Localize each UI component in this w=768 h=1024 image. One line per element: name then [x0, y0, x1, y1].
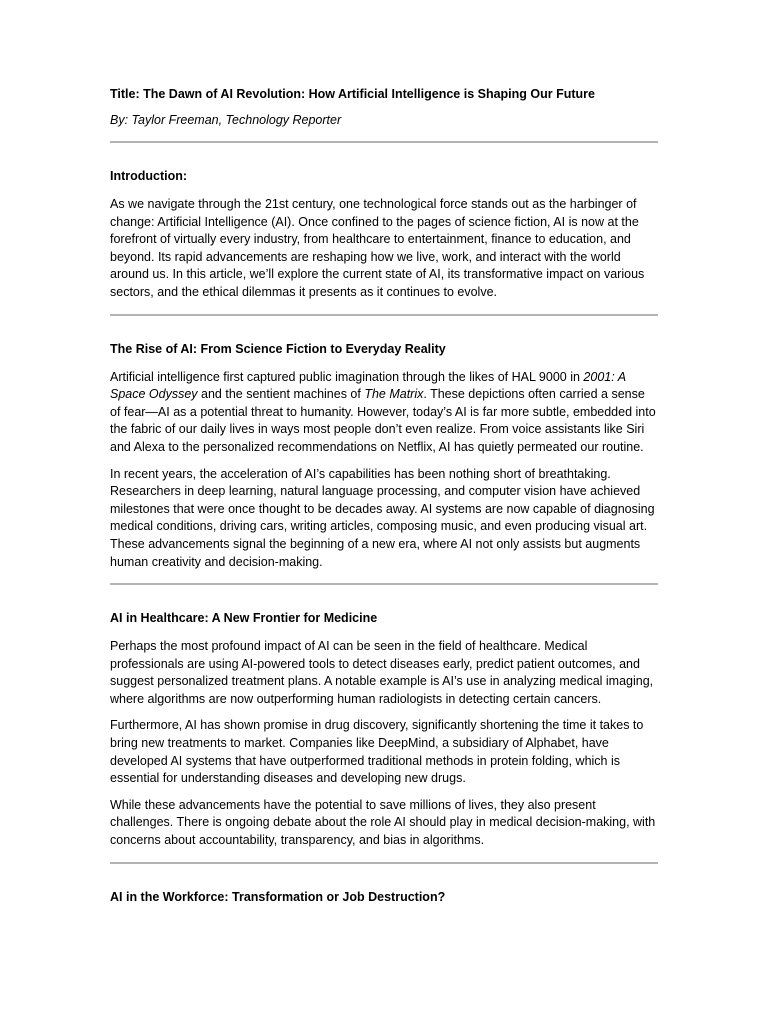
section-divider — [110, 141, 658, 143]
paragraph-rise-of-ai-2: In recent years, the acceleration of AI’s capabilities has been nothing short of breathtaking. Researchers in deep learning, natural language processing, and computer vision have achieved milestones that were once thought to be decades away. AI systems are now capable of diagnosing medical conditions, driving cars, writing articles, composing music, and even producing visual art. These advancements signal the beginning of a new era, where AI not only assists but augments human creativity and decision-making. — [110, 466, 655, 569]
section-divider — [110, 583, 658, 585]
text-run: Artificial intelligence first captured public imagination through the likes of HAL 9000 in — [110, 369, 584, 384]
article-byline: By: Taylor Freeman, Technology Reporter — [110, 113, 342, 127]
film-title-matrix: The Matrix — [364, 387, 424, 402]
paragraph-rise-of-ai-1 — [110, 369, 658, 457]
paragraph-healthcare-1: Perhaps the most profound impact of AI can be seen in the field of healthcare. Medical professionals are using AI-powered tools to detect diseases early, predict patient outcomes, and suggest personalized treatment plans. A notable example is AI’s use in analyzing medical imaging, where algorithms are now outperforming human radiologists in detecting certain cancers. — [110, 639, 654, 706]
section-heading-healthcare: AI in Healthcare: A New Frontier for Medicine — [110, 611, 378, 626]
section-heading-rise-of-ai: The Rise of AI: From Science Fiction to Everyday Reality — [110, 341, 446, 356]
film-title-2001: 2001: A Space Odyssey — [110, 369, 626, 402]
paragraph-healthcare-3: While these advancements have the potential to save millions of lives, they also present challenges. There is ongoing debate about the role AI should play in medical decision-making, with concerns about accountability, transparency, and bias in algorithms. — [110, 797, 656, 848]
article-title: Title: The Dawn of AI Revolution: How Artificial Intelligence is Shaping Our Future — [110, 87, 595, 101]
text-run: . These depictions often carried a sense of fear—AI as a potential threat to humanity. However, today’s AI is far more subtle, embedded into the fabric of our daily lives in ways most people don’t even realize. From voice assistants like Siri and Alexa to the personalized recommendations on Netflix, AI has quietly permeated our routine. — [110, 387, 656, 454]
section-divider — [110, 314, 658, 316]
paragraph-introduction: As we navigate through the 21st century, one technological force stands out as the harbinger of change: Artificial Intelligence (AI). Once confined to the pages of science fiction, AI is now at the forefront of virtually every industry, from healthcare to entertainment, finance to education, and beyond. Its rapid advancements are reshaping how we live, work, and interact with the world around us. In this article, we’ll explore the current state of AI, its transformative impact on various sectors, and the ethical dilemmas it presents as it continues to evolve. — [110, 197, 645, 299]
paragraph-healthcare-2: Furthermore, AI has shown promise in drug discovery, significantly shortening the time it takes to bring new treatments to market. Companies like DeepMind, a subsidiary of Alphabet, have developed AI systems that have outperformed traditional methods in protein folding, which is essential for understanding diseases and developing new drugs. — [110, 718, 644, 786]
section-divider — [110, 862, 658, 864]
section-heading-workforce: AI in the Workforce: Transformation or Job Destruction? — [110, 889, 446, 904]
section-heading-introduction: Introduction: — [110, 169, 188, 183]
text-run: and the sentient machines of — [197, 387, 365, 402]
